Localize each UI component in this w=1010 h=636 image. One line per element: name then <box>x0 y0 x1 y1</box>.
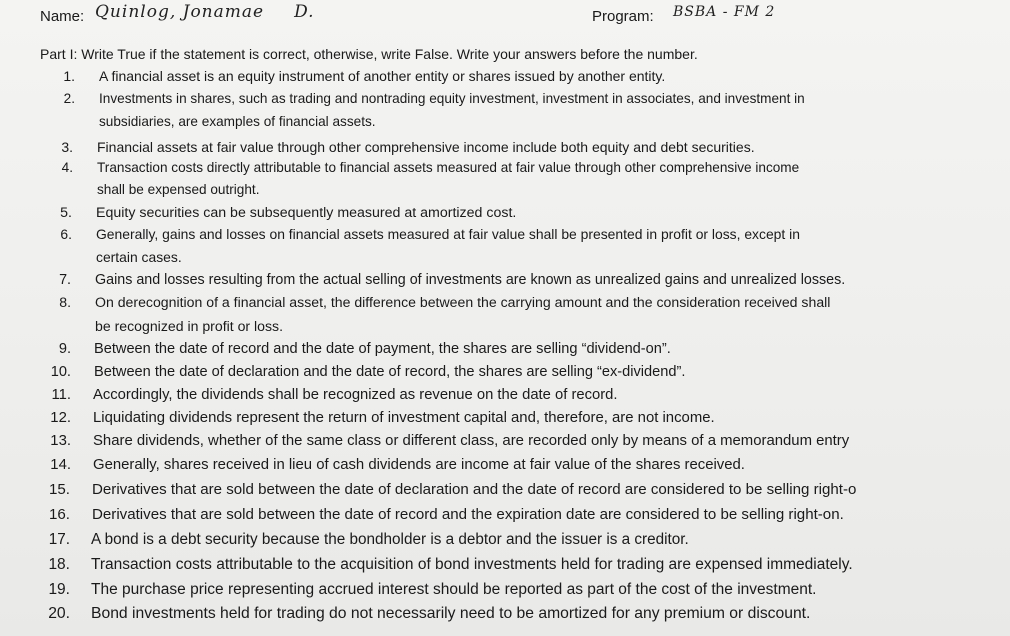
question-text: Between the date of record and the date of payment, the shares are selling “dividend-on”. <box>94 341 671 357</box>
question-number: 19. <box>48 581 70 598</box>
question-number: 15. <box>49 481 70 498</box>
name-handwritten <box>95 2 315 22</box>
question-number: 8. <box>59 294 71 310</box>
question-text-continued: shall be expensed outright. <box>97 182 260 197</box>
question-text: Bond investments held for trading do not necessarily need to be amortized for any premium or discount. <box>91 605 811 622</box>
question-number: 17. <box>48 531 70 548</box>
question-text: A bond is a debt security because the bondholder is a debtor and the issuer is a creditor. <box>91 531 689 548</box>
question-number: 2. <box>63 91 75 106</box>
header-row <box>40 2 1000 30</box>
question-text: Generally, gains and losses on financial assets measured at fair value shall be presented in profit or loss, except in <box>96 226 800 242</box>
question-number: 6. <box>60 226 72 242</box>
program-label: Program: <box>592 8 654 25</box>
question-text: Transaction costs directly attributable to financial assets measured at fair value through other comprehensive income <box>97 160 800 175</box>
name-handwritten-text: Quinlog, Jonamae <box>95 2 265 22</box>
name-label: Name: <box>40 8 85 25</box>
question-text: A financial asset is an equity instrument of another entity or shares issued by another entity. <box>99 68 666 84</box>
question-text: Generally, shares received in lieu of cash dividends are income at fair value of the shares received. <box>93 457 745 473</box>
question-number: 5. <box>60 205 72 221</box>
name-initial: D. <box>294 2 315 22</box>
question-text-continued: subsidiaries, are examples of financial assets. <box>99 114 376 129</box>
question-number: 9. <box>58 341 71 357</box>
question-number: 7. <box>59 272 71 288</box>
program-handwritten: BSBA - FM 2 <box>673 4 776 20</box>
question-text-continued: be recognized in profit or loss. <box>95 318 284 334</box>
question-text: Derivatives that are sold between the date of declaration and the date of record are considered to be selling right-o <box>92 481 857 498</box>
question-text: Between the date of declaration and the date of record, the shares are selling “ex-dividend”. <box>94 364 686 380</box>
question-text: Derivatives that are sold between the date of record and the expiration date are considered to be selling right-on. <box>92 506 844 523</box>
question-number: 16. <box>49 506 70 523</box>
question-number: 1. <box>63 68 75 84</box>
question-text: Transaction costs attributable to the acquisition of bond investments held for trading are expensed immediately. <box>91 556 853 573</box>
question-number: 12. <box>50 410 71 426</box>
question-text-continued: certain cases. <box>96 249 182 265</box>
question-text: The purchase price representing accrued interest should be reported as part of the cost of the investment. <box>91 581 817 598</box>
question-text: On derecognition of a financial asset, the difference between the carrying amount and the consideration received shall <box>95 294 831 310</box>
question-number: 11. <box>51 387 71 403</box>
question-text: Share dividends, whether of the same class or different class, are recorded only by means of a memorandum entry <box>93 433 850 449</box>
question-number: 4. <box>61 160 73 175</box>
question-text: Gains and losses resulting from the actual selling of investments are known as unrealized gains and unrealized losses. <box>95 272 846 288</box>
question-number: 10. <box>50 364 71 380</box>
question-text: Equity securities can be subsequently measured at amortized cost. <box>96 205 517 221</box>
question-number: 3. <box>61 139 73 155</box>
question-number: 13. <box>50 433 71 449</box>
part-instructions: Part I: Write True if the statement is correct, otherwise, write False. Write your answers before the number. <box>40 46 698 62</box>
question-number: 18. <box>48 556 70 573</box>
question-number: 14. <box>50 457 71 473</box>
question-text: Investments in shares, such as trading and nontrading equity investment, investment in associates, and investment in <box>99 91 805 106</box>
question-text: Accordingly, the dividends shall be recognized as revenue on the date of record. <box>93 387 618 403</box>
question-text: Liquidating dividends represent the return of investment capital and, therefore, are not income. <box>93 410 715 426</box>
question-text: Financial assets at fair value through other comprehensive income include both equity and debt securities. <box>97 139 755 155</box>
question-number: 20. <box>48 605 70 622</box>
